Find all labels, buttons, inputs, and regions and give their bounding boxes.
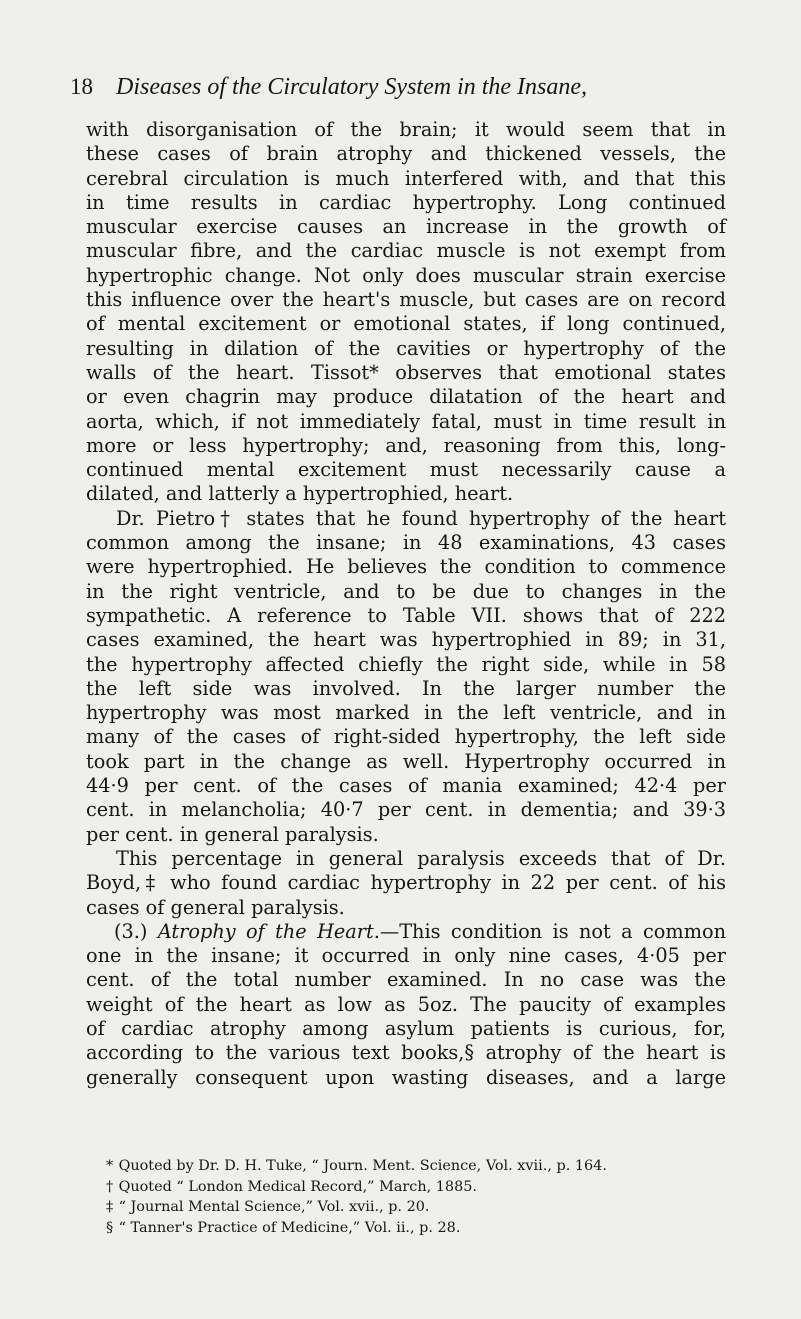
text-line: continued mental excitement must necessarily cause a bbox=[86, 458, 726, 482]
text-line: of cardiac atrophy among asylum patients is curious, for, bbox=[86, 1016, 726, 1040]
text-line: This percentage in general paralysis exceeds that of Dr. bbox=[116, 846, 726, 870]
text-line: hypertrophic change. Not only does muscular strain exercise bbox=[86, 263, 726, 287]
footnote-text: Quoted by Dr. D. H. Tuke, “ Journ. Ment. Science, Vol. xvii., p. 164. bbox=[118, 1158, 607, 1174]
text-line: resulting in dilation of the cavities or hypertrophy of the bbox=[86, 336, 726, 360]
footnote-mark: ‡ bbox=[106, 1199, 114, 1215]
footnote bbox=[86, 1197, 726, 1218]
text-line: muscular fibre, and the cardiac muscle is not exempt from bbox=[86, 239, 726, 263]
text-line: many of the cases of right-sided hypertrophy, the left side bbox=[86, 725, 726, 749]
footnote-text: “ Journal Mental Science,” Vol. xvii., p. 20. bbox=[118, 1199, 430, 1215]
text-line: were hypertrophied. He believes the condition to commence bbox=[86, 555, 726, 579]
text-line: with disorganisation of the brain; it would seem that in bbox=[86, 118, 726, 141]
text-line: Boyd,‡ who found cardiac hypertrophy in 22 per cent. of his bbox=[86, 871, 726, 895]
text-line: aorta, which, if not immediately fatal, must in time result in bbox=[86, 409, 726, 433]
text-line: one in the insane; it occurred in only nine cases, 4·05 per bbox=[86, 944, 726, 968]
text-line: cent. of the total number examined. In no case was the bbox=[86, 968, 726, 992]
footnote-text: Quoted “ London Medical Record,” March, 1885. bbox=[118, 1178, 477, 1195]
text-line: cases examined, the heart was hypertrophied in 89; in 31, bbox=[86, 628, 726, 652]
footnote-mark: † bbox=[106, 1178, 114, 1195]
text-line: took part in the change as well. Hypertrophy occurred in bbox=[86, 749, 726, 773]
text-line: cerebral circulation is much interfered with, and that this bbox=[86, 166, 726, 190]
text-line: generally consequent upon wasting diseases, and a large bbox=[86, 1065, 726, 1089]
text-line: dilated, and latterly a hypertrophied, heart. bbox=[86, 482, 514, 506]
text-line: this influence over the heart's muscle, but cases are on record bbox=[86, 288, 726, 312]
footnote-mark: * bbox=[106, 1158, 114, 1174]
text-line: common among the insane; in 48 examinations, 43 cases bbox=[86, 531, 726, 555]
footnote bbox=[86, 1156, 726, 1177]
text-line: cent. in melancholia; 40·7 per cent. in dementia; and 39·3 bbox=[86, 798, 726, 822]
section-heading-line: (3.) Atrophy of the Heart.—This condition is not a common bbox=[114, 919, 727, 943]
page-number: 18 bbox=[70, 74, 93, 99]
footnotes bbox=[86, 1156, 726, 1238]
footnote-text: “ Tanner's Practice of Medicine,” Vol. ii., p. 28. bbox=[118, 1219, 461, 1236]
text-line: Dr. Pietro† states that he found hypertrophy of the heart bbox=[116, 506, 726, 530]
text-line: walls of the heart. Tissot* observes that emotional states bbox=[86, 360, 726, 384]
text-line: muscular exercise causes an increase in the growth of bbox=[86, 215, 726, 239]
text-line: 44·9 per cent. of the cases of mania examined; 42·4 per bbox=[86, 774, 726, 798]
page-header bbox=[70, 70, 717, 104]
text-line: the left side was involved. In the larger number the bbox=[86, 676, 726, 700]
text-line: these cases of brain atrophy and thickened vessels, the bbox=[86, 142, 726, 166]
footnote bbox=[86, 1218, 726, 1239]
text-line: in time results in cardiac hypertrophy. Long continued bbox=[86, 190, 726, 214]
text-line: or even chagrin may produce dilatation of the heart and bbox=[86, 385, 726, 409]
text-line: cases of general paralysis. bbox=[86, 895, 345, 919]
section-heading: Atrophy of the Heart. bbox=[157, 919, 380, 943]
body-text bbox=[86, 118, 726, 1090]
footnote-mark: § bbox=[106, 1219, 114, 1236]
text-line: weight of the heart as low as 5oz. The paucity of examples bbox=[86, 992, 726, 1016]
running-title: Diseases of the Circulatory System in the Insane, bbox=[116, 74, 588, 100]
footnote bbox=[86, 1177, 726, 1198]
text-line: in the right ventricle, and to be due to changes in the bbox=[86, 579, 726, 603]
text-line: per cent. in general paralysis. bbox=[86, 822, 379, 846]
text-line: sympathetic. A reference to Table VII. shows that of 222 bbox=[86, 603, 726, 627]
text-line: of mental excitement or emotional states, if long continued, bbox=[86, 312, 726, 336]
text-line: the hypertrophy affected chiefly the right side, while in 58 bbox=[86, 652, 726, 676]
text-line: hypertrophy was most marked in the left ventricle, and in bbox=[86, 701, 726, 725]
text-line: according to the various text books,§ atrophy of the heart is bbox=[86, 1041, 726, 1065]
text-line: more or less hypertrophy; and, reasoning from this, long- bbox=[86, 433, 726, 457]
